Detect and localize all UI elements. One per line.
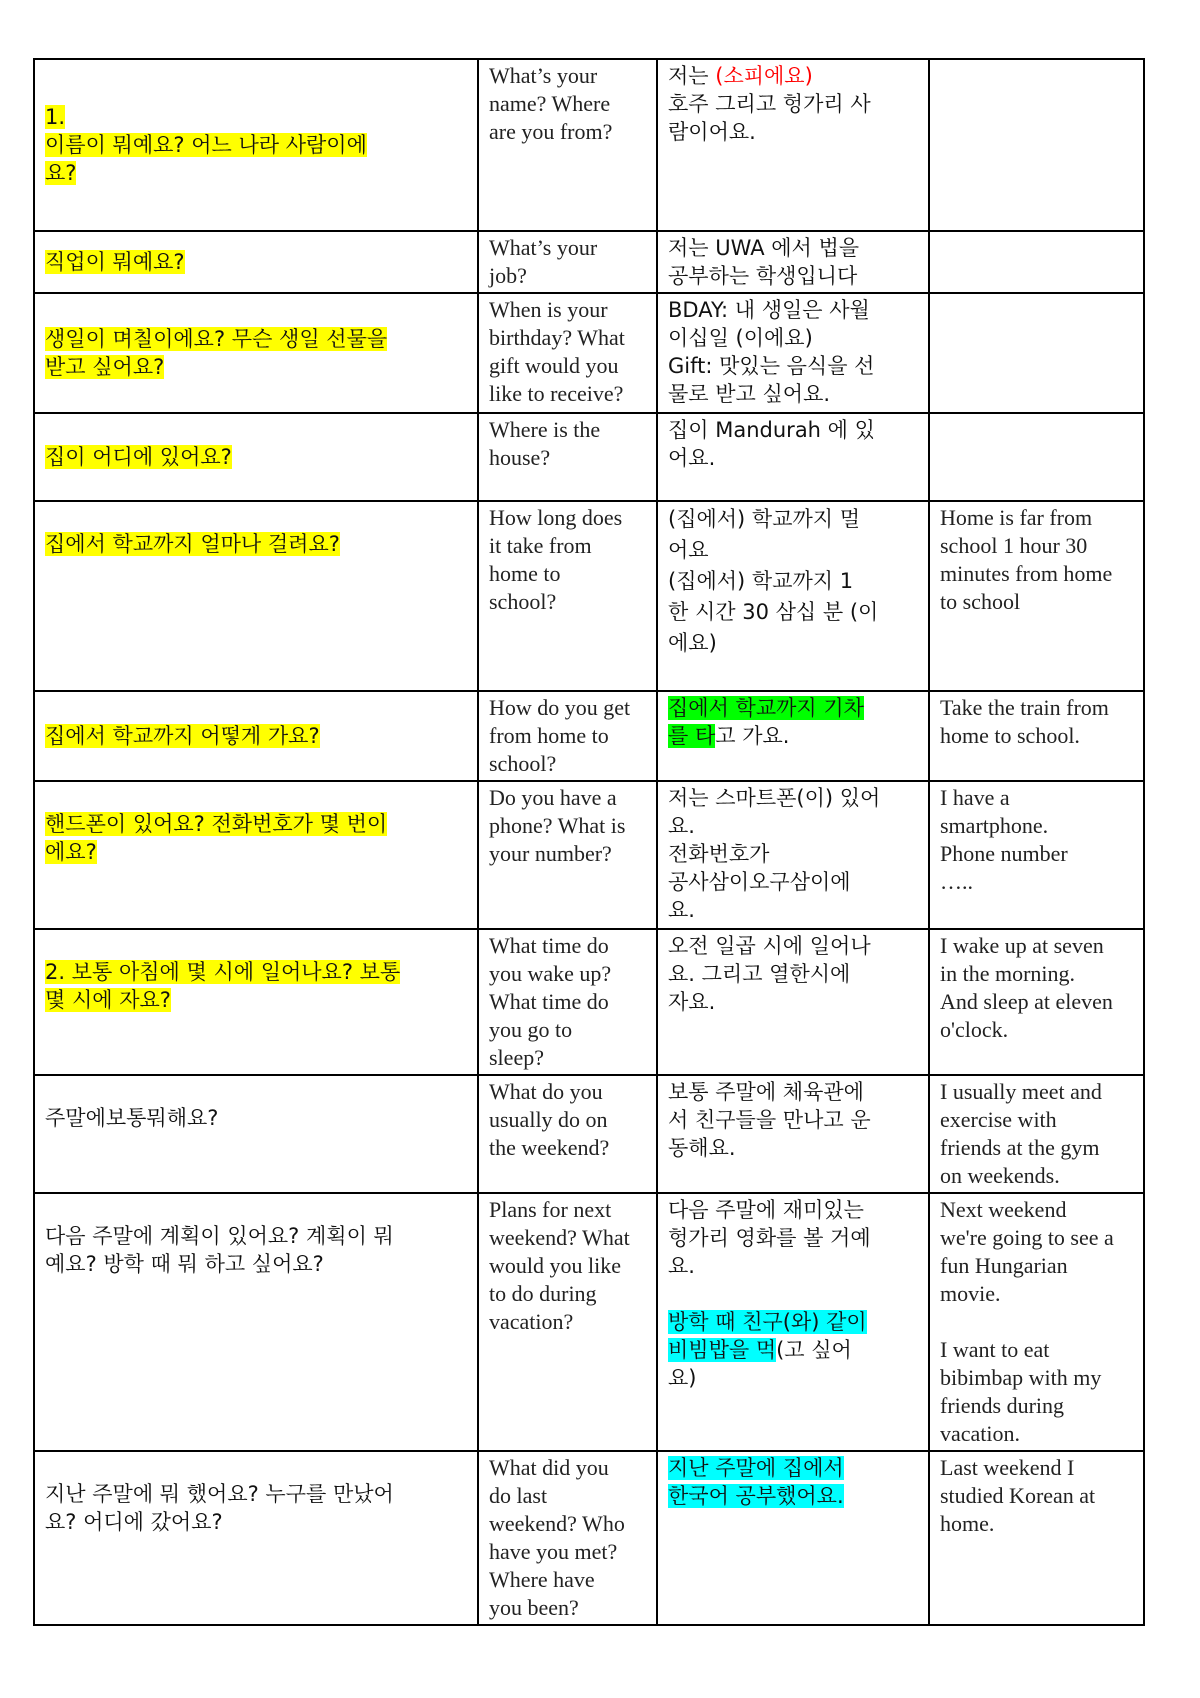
- question-cell: 다음 주말에 계획이 있어요? 계획이 뭐 예요? 방학 때 뭐 하고 싶어요?: [34, 1193, 478, 1451]
- question-cell: 집이 어디에 있어요?: [34, 413, 478, 501]
- table-row: [34, 413, 1144, 501]
- translation-cell: Next weekend we're going to see a fun Hungarian movie. I want to eat bibimbap with my friends during vacation.: [929, 1193, 1144, 1451]
- question-cell: 집에서 학교까지 얼마나 걸려요?: [34, 501, 478, 691]
- translation-cell: [929, 413, 1144, 501]
- table-row: [34, 293, 1144, 413]
- english-cell: What’s your name? Where are you from?: [478, 59, 657, 231]
- table-row: [34, 929, 1144, 1075]
- table-row: [34, 59, 1144, 231]
- table-row: [34, 1451, 1144, 1625]
- question-cell: 집에서 학교까지 어떻게 가요?: [34, 691, 478, 781]
- english-cell: How do you get from home to school?: [478, 691, 657, 781]
- table-row: [34, 501, 1144, 691]
- question-cell: 2. 보통 아침에 몇 시에 일어나요? 보통 몇 시에 자요?: [34, 929, 478, 1075]
- table-row: [34, 781, 1144, 929]
- answer-cell: (집에서) 학교까지 멀 어요 (집에서) 학교까지 1 한 시간 30 삼십 분 (이 에요): [657, 501, 929, 691]
- translation-cell: I usually meet and exercise with friends at the gym on weekends.: [929, 1075, 1144, 1193]
- answer-cell: 오전 일곱 시에 일어나 요. 그리고 열한시에 자요.: [657, 929, 929, 1075]
- question-cell: 1. 이름이 뭐예요? 어느 나라 사람이에 요?: [34, 59, 478, 231]
- english-cell: What’s your job?: [478, 231, 657, 293]
- english-cell: What do you usually do on the weekend?: [478, 1075, 657, 1193]
- english-cell: Plans for next weekend? What would you like to do during vacation?: [478, 1193, 657, 1451]
- english-cell: What time do you wake up? What time do you go to sleep?: [478, 929, 657, 1075]
- answer-cell: 저는 UWA 에서 법을 공부하는 학생입니다: [657, 231, 929, 293]
- english-cell: When is your birthday? What gift would you like to receive?: [478, 293, 657, 413]
- english-cell: What did you do last weekend? Who have you met? Where have you been?: [478, 1451, 657, 1625]
- question-cell: 생일이 며칠이에요? 무슨 생일 선물을 받고 싶어요?: [34, 293, 478, 413]
- translation-cell: [929, 59, 1144, 231]
- answer-cell: 저는 (소피에요) 호주 그리고 헝가리 사 람이어요.: [657, 59, 929, 231]
- answer-cell: 다음 주말에 재미있는 헝가리 영화를 볼 거예 요. 방학 때 친구(와) 같이 비빔밥을 먹(고 싶어 요): [657, 1193, 929, 1451]
- question-cell: 직업이 뭐예요?: [34, 231, 478, 293]
- table-row: [34, 1193, 1144, 1451]
- name-answer: (소피에요): [715, 64, 813, 88]
- translation-cell: I wake up at seven in the morning. And sleep at eleven o'clock.: [929, 929, 1144, 1075]
- english-cell: Do you have a phone? What is your number?: [478, 781, 657, 929]
- answer-cell: 집이 Mandurah 에 있 어요.: [657, 413, 929, 501]
- table-row: [34, 1075, 1144, 1193]
- translation-cell: Take the train from home to school.: [929, 691, 1144, 781]
- answer-cell: 집에서 학교까지 기차 를 타고 가요.: [657, 691, 929, 781]
- translation-cell: I have a smartphone. Phone number …..: [929, 781, 1144, 929]
- question-cell: 주말에보통뭐해요?: [34, 1075, 478, 1193]
- translation-cell: [929, 293, 1144, 413]
- translation-cell: [929, 231, 1144, 293]
- english-cell: How long does it take from home to school?: [478, 501, 657, 691]
- translation-cell: Home is far from school 1 hour 30 minutes from home to school: [929, 501, 1144, 691]
- question-cell: 핸드폰이 있어요? 전화번호가 몇 번이 에요?: [34, 781, 478, 929]
- answer-cell: 저는 스마트폰(이) 있어 요. 전화번호가 공사삼이오구삼이에 요.: [657, 781, 929, 929]
- question-cell: 지난 주말에 뭐 했어요? 누구를 만났어 요? 어디에 갔어요?: [34, 1451, 478, 1625]
- answer-cell: 지난 주말에 집에서 한국어 공부했어요.: [657, 1451, 929, 1625]
- table-row: [34, 231, 1144, 293]
- table-row: [34, 691, 1144, 781]
- translation-cell: Last weekend I studied Korean at home.: [929, 1451, 1144, 1625]
- answer-cell: BDAY: 내 생일은 사월 이십일 (이에요) Gift: 맛있는 음식을 선 물로 받고 싶어요.: [657, 293, 929, 413]
- english-cell: Where is the house?: [478, 413, 657, 501]
- answer-cell: 보통 주말에 체육관에 서 친구들을 만나고 운 동해요.: [657, 1075, 929, 1193]
- korean-qa-table: [33, 58, 1145, 1626]
